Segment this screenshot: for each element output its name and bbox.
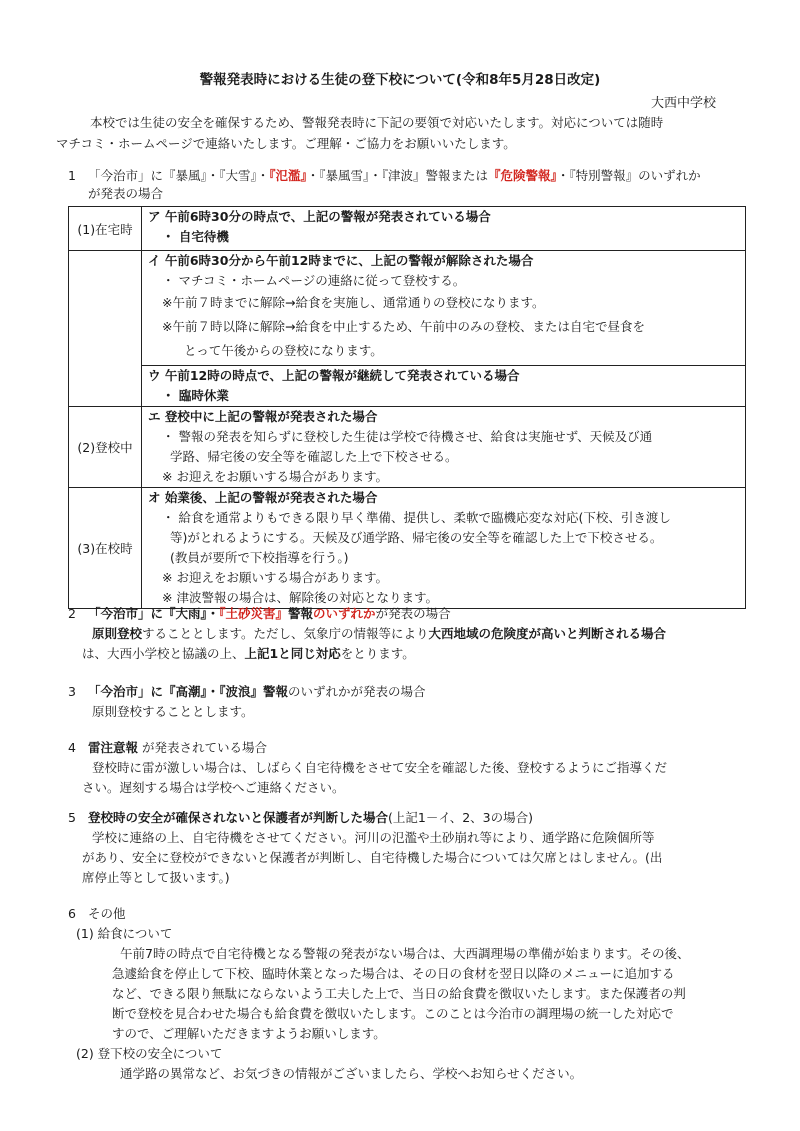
section-body: 学校に連絡の上、自宅待機をさせてください。河川の氾濫や土砂崩れ等により、通学路に危険個所等 [92, 830, 655, 845]
heading-text: のいずれかが発表の場合 [288, 684, 426, 699]
intro-paragraph [56, 112, 728, 154]
table-row [69, 251, 746, 366]
rule-cell [142, 488, 746, 609]
heading-text: 「今治市」に『大雨』・ [88, 606, 220, 621]
section-heading [68, 604, 748, 624]
section-2 [68, 604, 748, 664]
category-cell-cont [69, 251, 142, 366]
section-body [68, 624, 748, 644]
body-text: 大西地域の危険度が高いと判断される場合 [428, 626, 667, 641]
category-cell: (1)在宅時 [69, 207, 142, 251]
section-heading [68, 904, 748, 924]
rule-note: とって午後からの登校になります。 [184, 343, 383, 358]
rule-note: ※ お迎えをお願いする場合があります。 [162, 570, 388, 585]
rules-table [68, 206, 746, 609]
category-cell: (3)在校時 [69, 488, 142, 609]
rule-note: ※ お迎えをお願いする場合があります。 [162, 469, 388, 484]
heading-text: (上記1－イ、2、3の場合) [388, 810, 534, 825]
heading-text: 雷注意報 [88, 740, 139, 755]
rule-item: ・ 臨時休業 [162, 388, 229, 403]
school-name: 大西中学校 [650, 96, 716, 111]
rule-item: 等)がとれるようにする。天候及び通学路、帰宅後の安全等を確認した上で下校させる。 [170, 530, 663, 545]
body-text: は、大西小学校と協議の上、 [82, 646, 245, 661]
rule-item: ・ 給食を通常よりもできる限り早く準備、提供し、柔軟で臨機応変な対応(下校、引き渡し [162, 510, 671, 525]
section-1-heading [68, 166, 748, 204]
section-number: 1 [68, 168, 76, 183]
section-4 [68, 738, 748, 798]
rule-item: ・ 警報の発表を知らずに登校した生徒は学校で待機させ、給食は実施せず、天候及び通 [162, 429, 653, 444]
intro-line: マチコミ・ホームページで連絡いたします。ご理解・ご協力をお願いいたします。 [56, 136, 516, 151]
subsection-heading: (2) 登下校の安全について [76, 1046, 223, 1061]
category-cell: (2)登校中 [69, 407, 142, 488]
intro-line: 本校では生徒の安全を確保するため、警報発表時に下記の要領で対応いたします。対応については随時 [90, 115, 664, 130]
heading-text: が発表の場合 [375, 606, 451, 621]
section-body: 午前7時の時点で自宅待機となる警報の発表がない場合は、大西調理場の準備が始まります。その後、 [120, 946, 690, 961]
rule-note: ※ 津波警報の場合は、解除後の対応となります。 [162, 590, 438, 605]
rule-item: (教員が要所で下校指導を行う。) [170, 550, 349, 565]
section-body: 登校時に雷が激しい場合は、しばらく自宅待機をさせて安全を確認した後、登校するようにご指導くだ [92, 760, 668, 775]
section-6 [68, 904, 748, 1084]
section-body: 通学路の異常など、お気づきの情報がございましたら、学校へお知らせください。 [120, 1066, 583, 1081]
rule-heading: エ 登校中に上記の警報が発表された場合 [148, 409, 378, 424]
table-row [69, 488, 746, 609]
heading-text: が発表されている場合 [138, 740, 267, 755]
rule-cell [142, 207, 746, 251]
heading-text: 「今治市」に『暴風』・『大雪』・ [88, 168, 270, 183]
section-body: があり、安全に登校ができないと保護者が判断し、自宅待機した場合については欠席とはしません。(出 [82, 850, 663, 865]
subsection-heading: (1) 給食について [76, 926, 173, 941]
section-body: など、できる限り無駄にならないよう工夫した上で、当日の給食費を徴収いたします。また保護者の判 [112, 986, 686, 1001]
table-row [69, 207, 746, 251]
section-body: 席停止等として扱います。) [82, 870, 230, 885]
body-text: することとします。ただし、気象庁の情報等により [142, 626, 429, 641]
rule-note: ※午前７時までに解除→給食を実施し、通常通りの登校になります。 [162, 295, 545, 310]
section-5 [68, 808, 748, 888]
rule-cell [142, 251, 746, 366]
heading-text: 警報 [288, 606, 314, 621]
heading-text: 「今治市」に『高潮』・『波浪』警報 [88, 684, 289, 699]
category-cell-cont [69, 366, 142, 407]
section-body: 原則登校することとします。 [92, 704, 254, 719]
section-body: さい。遅刻する場合は学校へご連絡ください。 [82, 780, 345, 795]
highlight-text: 『危険警報』 [488, 168, 557, 183]
rule-item: ・ 自宅待機 [162, 229, 229, 244]
table-row [69, 366, 746, 407]
body-text: 上記1と同じ対応 [244, 646, 341, 661]
rule-heading: オ 始業後、上記の警報が発表された場合 [148, 490, 378, 505]
section-number: 3 [68, 684, 76, 699]
section-heading [68, 808, 748, 828]
section-body: 断で登校を見合わせた場合も給食費を徴収いたします。このことは今治市の調理場の統一した対応で [112, 1006, 674, 1021]
body-text: 原則登校 [92, 626, 143, 641]
heading-text: ・『特別警報』のいずれか [556, 168, 701, 183]
section-number: 5 [68, 810, 76, 825]
rule-note: ※午前７時以降に解除→給食を中止するため、午前中のみの登校、または自宅で昼食を [162, 319, 645, 334]
rule-cell [142, 407, 746, 488]
section-number: 6 [68, 906, 76, 921]
heading-text: ・『暴風雪』・『津波』警報または [306, 168, 489, 183]
rule-heading: ウ 午前12時の時点で、上記の警報が継続して発表されている場合 [148, 368, 520, 383]
highlight-text: 『氾濫』 [269, 168, 307, 183]
heading-text: が発表の場合 [88, 186, 164, 201]
section-body: すので、ご理解いただきますようお願いします。 [112, 1026, 386, 1041]
table-row [69, 407, 746, 488]
section-3 [68, 682, 748, 722]
body-text: をとります。 [340, 646, 415, 661]
section-number: 2 [68, 606, 76, 621]
rule-item: 学路、帰宅後の安全等を確認した上で下校させる。 [170, 449, 458, 464]
rule-heading: イ 午前6時30分から午前12時までに、上記の警報が解除された場合 [148, 253, 534, 268]
page-title: 警報発表時における生徒の登下校について(令和8年5月28日改定) [199, 72, 601, 88]
rule-item: ・ マチコミ・ホームページの連絡に従って登校する。 [162, 273, 466, 288]
rule-cell [142, 366, 746, 407]
highlight-text: 『土砂災害』 [219, 606, 289, 621]
section-body: 急遽給食を停止して下校、臨時休業となった場合は、その日の食材を翌日以降のメニューに追加する [112, 966, 675, 981]
section-number: 4 [68, 740, 76, 755]
heading-text: 登校時の安全が確保されないと保護者が判断した場合 [88, 810, 389, 825]
section-heading [68, 682, 748, 702]
section-body [68, 644, 748, 664]
rule-heading: ア 午前6時30分の時点で、上記の警報が発表されている場合 [148, 209, 491, 224]
highlight-text: のいずれか [313, 606, 376, 621]
section-heading [68, 738, 748, 758]
heading-text: その他 [88, 906, 126, 921]
